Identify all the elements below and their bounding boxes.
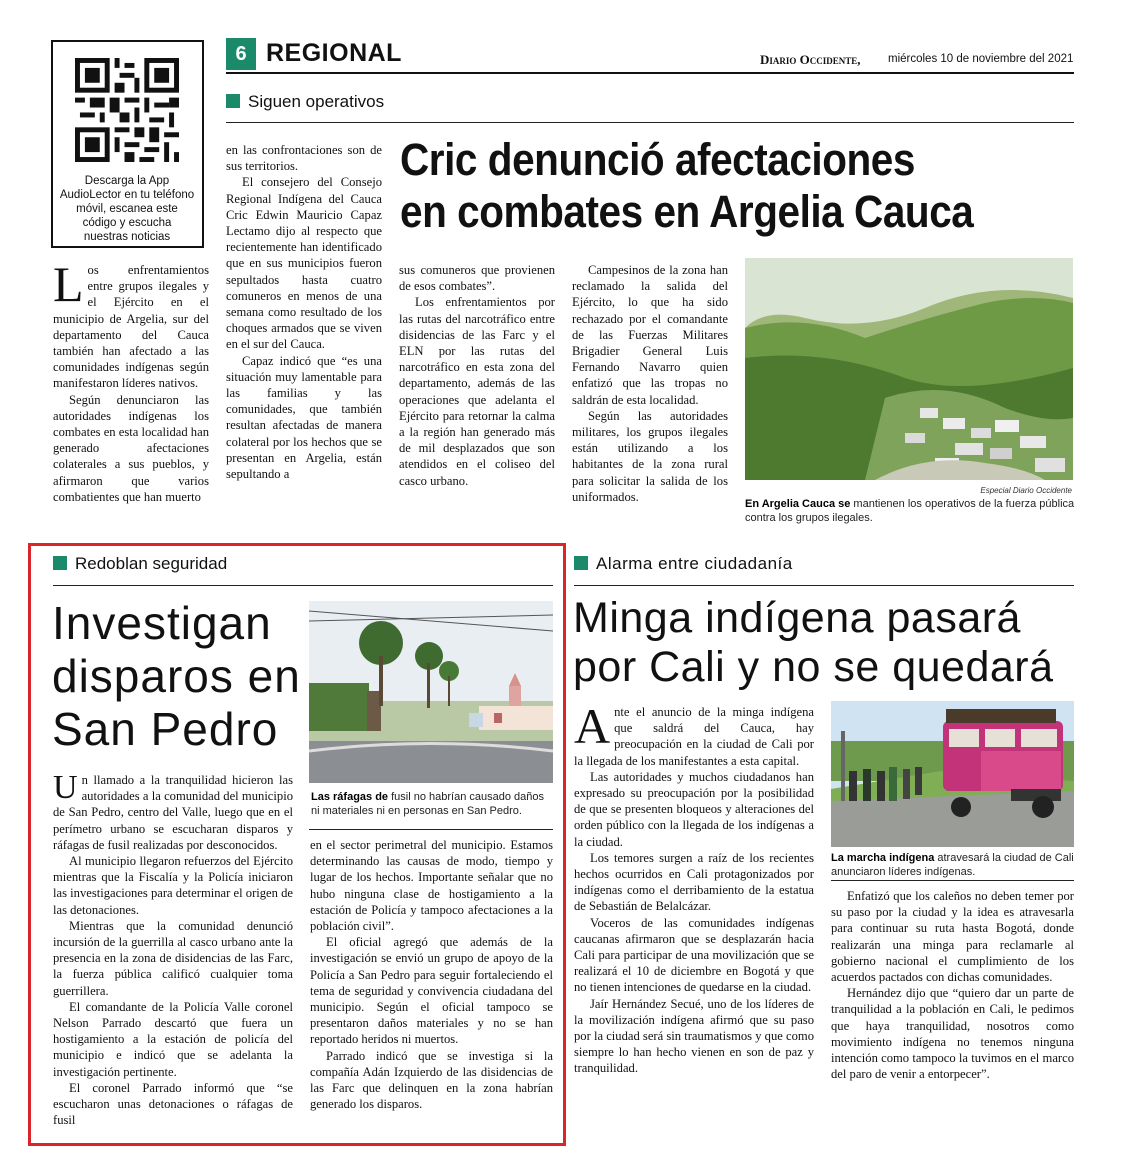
article2-caption-rule: [309, 829, 553, 830]
article1-column-4: [572, 262, 728, 505]
article1-column-3: [399, 262, 555, 489]
article3-kicker: Alarma entre ciudadanía: [574, 554, 793, 574]
paragraph: Hernández dijo que “quiero dar un parte de tranquilidad a la población en Cali, le pedimos que haya tranquilidad, nosotros como movimiento indígena no tenemos ninguna intención como tampoco la tuvimos en el marco del paro de venir a entorpecer”.: [831, 986, 1074, 1082]
masthead-rule: [226, 72, 1074, 74]
article3-column-1: [574, 698, 814, 1077]
paragraph: en el sector perimetral del municipio. Estamos determinando las causas de modo, tiempo y lugar de los hechos. Importante señalar que no hubo ninguna clase de hostigamiento a la estación de Policía y tampoco afectaciones a la población civil”.: [310, 838, 553, 934]
article2-column-1: [53, 769, 293, 1128]
article1-column-1: [53, 256, 209, 505]
paragraph: os enfrentamientos entre grupos ilegales y el Ejército en el municipio de Argelia, sur del departamento del Cauca también han afectado a las comunidades indígenas según manifestaron líderes nativos.: [53, 263, 209, 391]
caption-text: fusil no habrían causado daños ni materiales ni en personas en San Pedro.: [311, 791, 544, 817]
article1-caption: [745, 497, 1075, 525]
article2-kicker-rule: [53, 585, 553, 586]
kicker-square-icon: [53, 556, 67, 570]
article1-headline-line2: en combates en Argelia Cauca: [400, 186, 974, 237]
page-number-badge: [226, 38, 256, 70]
caption-bold: Las ráfagas de: [311, 791, 389, 803]
article2-column-2: [310, 837, 553, 1112]
article2-headline: [52, 597, 301, 756]
article1-photo: [745, 258, 1073, 480]
caption-bold: En Argelia Cauca se: [745, 498, 851, 510]
paragraph: El coronel Parrado informó que “se escucharon unas detonaciones o ráfagas de fusil: [53, 1080, 293, 1128]
paragraph: sus comuneros que provienen de esos combates”.: [399, 263, 555, 294]
paragraph: en las confrontaciones son de sus territorios.: [226, 143, 382, 174]
qr-code-graphic: [75, 58, 179, 162]
article3-kicker-rule: [574, 585, 1074, 586]
mountain-village-image: [745, 258, 1073, 480]
article2-caption: [311, 790, 553, 818]
article2-dropcap: U: [53, 769, 78, 806]
article1-kicker: Siguen operativos: [226, 92, 384, 112]
paragraph: El comandante de la Policía Valle coronel Nelson Parrado descartó que fuera un hostigamiento a la estación de policía del municipio e indicó que se adelanta la investigación pertinente.: [53, 999, 293, 1079]
article1-column-2: [226, 142, 382, 482]
article2-headline-line3: San Pedro: [52, 703, 279, 755]
paragraph: Enfatizó que los caleños no deben temer por su paso por la ciudad y la idea es atravesarla para continuar su ruta hasta Bogotá, donde realizarán una minga para reclamarle al gobierno nacional el cumplimiento de los acuerdos pactados con dichas comunidades.: [831, 889, 1074, 985]
article3-column-2: [831, 888, 1074, 1082]
paragraph: Jaír Hernández Secué, uno de los líderes de la movilización indígena afirmó que su paso por la ciudad será sin traumatismos y que como siempre lo han hecho vienen en son de paz y tranquilidad.: [574, 996, 814, 1076]
qr-box: [51, 40, 204, 248]
qr-text: Descarga la App AudioLector en tu teléfono móvil, escanea este código y escucha nuestras noticias: [59, 175, 195, 243]
paragraph: Al municipio llegaron refuerzos del Ejército mientras que la Fiscalía y la Policía iniciaron las investigaciones para determinar el origen de las detonaciones.: [53, 854, 293, 917]
article2-kicker: Redoblan seguridad: [53, 554, 227, 574]
article1-photo-credit: Especial Diario Occidente: [980, 486, 1072, 495]
article2-headline-line2: disparos en: [52, 650, 301, 702]
article3-caption: [831, 851, 1074, 879]
issue-date: miércoles 10 de noviembre del 2021: [888, 53, 1074, 65]
paragraph: Parrado indicó que se investiga si la compañía Adán Izquierdo de las disidencias de las Farc que delinquen en la zona habrían generado los disparos.: [310, 1048, 553, 1112]
article3-headline-line2: por Cali y no se quedará: [573, 643, 1054, 691]
paragraph: Campesinos de la zona han reclamado la salida del Ejército, lo que ha sido rechazado por el comandante de las Fuerzas Militares Brigadier General Luis Fernando Navarro quien enfatizó que las tropas no saldrán de esta localidad.: [572, 263, 728, 407]
article1-headline-line1: Cric denunció afectaciones: [400, 134, 915, 185]
paragraph: Los enfrentamientos por las rutas del narcotráfico entre disidencias de las Farc y el ELN por las rutas del narcotráfico en esta zona del departamento, además de las operaciones que adelanta el Ejército para retornar la calma a la región han generado más de mil desplazados que son atendidos en el coliseo del casco urbano.: [399, 295, 555, 488]
indigenous-march-image: [831, 701, 1074, 847]
article1-kicker-rule: [226, 122, 1074, 123]
paragraph: nte el anuncio de la minga indígena que saldrá del Cauca, hay preocupación en la ciudad de Cali por la llegada de los manifestantes a esta capital.: [574, 705, 814, 768]
paragraph: Voceros de las comunidades indígenas caucanas afirmaron que se desplazarán hacia Cali para participar de una movilización que se realizará el 10 de diciembre en Bogotá y que no tienen intenciones de quedarse en la ciudad.: [574, 915, 814, 995]
qr-code: [75, 58, 179, 162]
article3-headline-line1: Minga indígena pasará: [573, 594, 1021, 642]
paragraph: Mientras que la comunidad denunció incursión de la guerrilla al casco urbano ante la presencia en la zona de disidencias de las Farc, la fuerza pública calificó cualquier toma guerrillera.: [53, 918, 293, 998]
paper-name: Diario Occidente,: [760, 52, 861, 67]
paragraph: Capaz indicó que “es una situación muy lamentable para las familias y las comunidades, que también resultan afectadas de manera colateral por los hechos que se presentan en Argelia, están sepultando a: [226, 353, 382, 482]
town-square-image: [309, 601, 553, 783]
caption-text: atravesará la ciudad de Cali anunciaron líderes indígenas.: [831, 852, 1074, 878]
paragraph: Las autoridades y muchos ciudadanos han expresado su preocupación por la posibilidad de que se presenten bloqueos y alteraciones del orden público con la llegada de los indígenas a la ciudad.: [574, 769, 814, 849]
section-title: REGIONAL: [266, 39, 402, 67]
article3-headline: [573, 594, 1054, 692]
article3-photo: [831, 701, 1074, 847]
paragraph: Según denunciaron las autoridades indígenas los combates en esta localidad han generado afectaciones colaterales a sus pueblos, y afirmaron que varios combatientes que han muerto: [53, 392, 209, 504]
article2-photo: [309, 601, 553, 783]
article3-dropcap: A: [574, 698, 611, 754]
article1-headline: [400, 134, 1012, 238]
paragraph: n llamado a la tranquilidad hicieron las autoridades a la comunidad del municipio de San Pedro, centro del Valle, luego que en el perímetro urbano se escucharan disparos y ráfagas de fusil realizadas por desconocidos.: [53, 773, 293, 852]
kicker-square-icon: [226, 94, 240, 108]
paragraph: El consejero del Consejo Regional Indígena del Cauca Cric Edwin Mauricio Capaz Lectamo dijo al respecto que recientemente han identificado que en sus municipios fueron sepultados hasta cuatro comuneros en menos de una semana como resultado de los choques armados que se viven en el sur del Cauca.: [226, 175, 382, 352]
article2-headline-line1: Investigan: [52, 597, 272, 649]
caption-text: mantienen los operativos de la fuerza pública contra los grupos ilegales.: [745, 498, 1075, 524]
paragraph: Los temores surgen a raíz de los recientes hechos ocurridos en Cali protagonizados por indígenas como el derribamiento de la estatua de Sebastián de Belalcázar.: [574, 850, 814, 914]
caption-bold: La marcha indígena: [831, 852, 935, 864]
paragraph: El oficial agregó que además de la investigación se envió un grupo de apoyo de la Policía a San Pedro para seguir fortaleciendo el tema de seguridad y convivencia ciudadana del municipio. Según el oficial tampoco se presentaron daños materiales y no se han reportado heridos ni muertos.: [310, 935, 553, 1047]
article3-caption-rule: [831, 880, 1074, 881]
paragraph: Según las autoridades militares, los grupos ilegales están utilizando a los habitantes de la zona rural para solicitar la salida de los uniformados.: [572, 408, 728, 504]
kicker-square-icon: [574, 556, 588, 570]
page-number: 6: [235, 43, 247, 65]
article1-dropcap: L: [53, 256, 84, 312]
